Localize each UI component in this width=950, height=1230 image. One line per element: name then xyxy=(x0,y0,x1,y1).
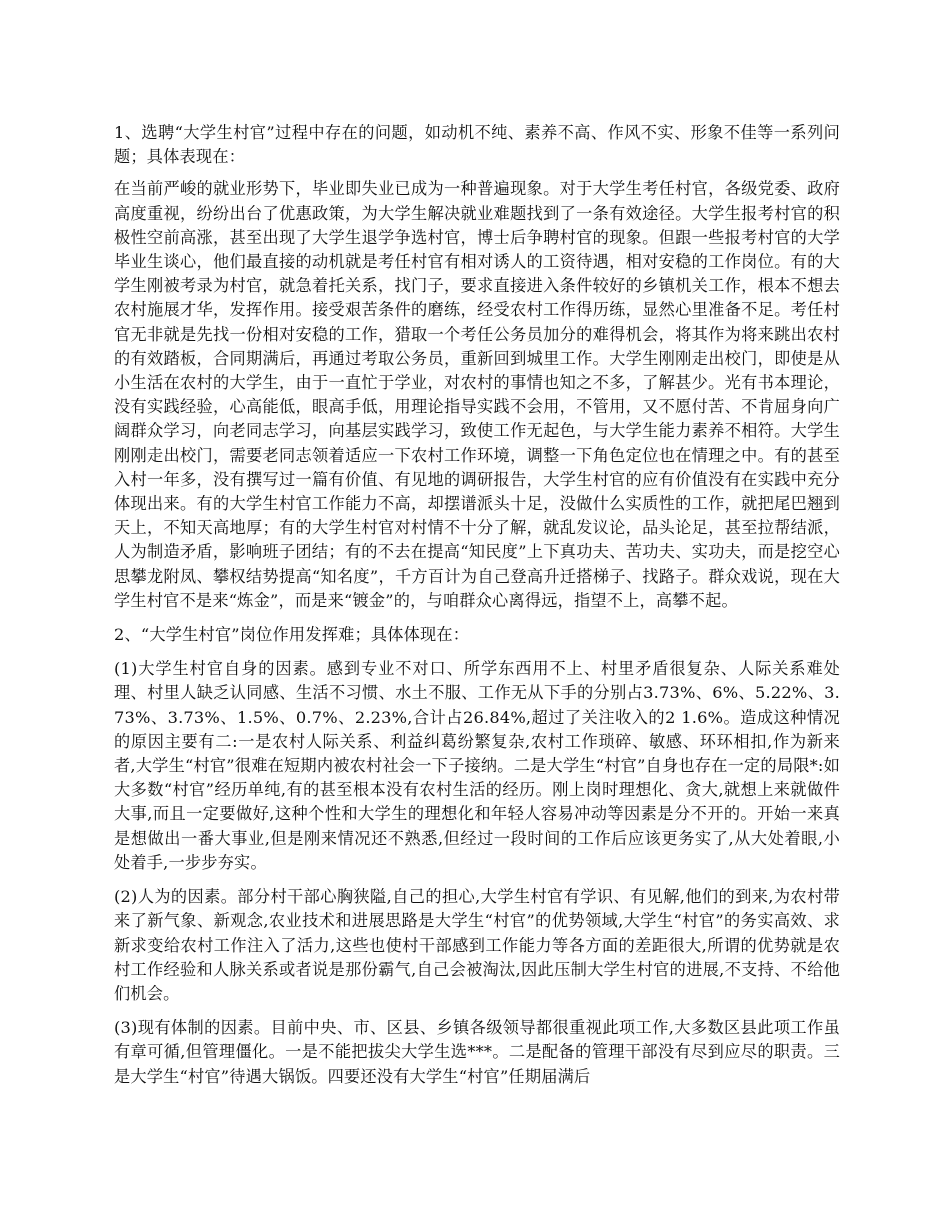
section-heading-1: 1、选聘“大学生村官”过程中存在的问题，如动机不纯、素养不高、作风不实、形象不佳等一系列问题；具体表现在： xyxy=(114,123,840,167)
body-paragraph-4: (3)现有体制的因素。目前中央、市、区县、乡镇各级领导都很重视此项工作,大多数区县此项工作虽有章可循,但管理僵化。一是不能把拔尖大学生选***。二是配备的管理干部没有尽到应尽的职责。三是大学生“村官”待遇大锅饭。四要还没有大学生“村官”任期届满后 xyxy=(114,1018,840,1086)
document-body xyxy=(114,121,840,1089)
body-paragraph-1: 在当前严峻的就业形势下，毕业即失业已成为一种普遍现象。对于大学生考任村官，各级党委、政府高度重视，纷纷出台了优惠政策，为大学生解决就业难题找到了一条有效途径。大学生报考村官的积极性空前高涨，甚至出现了大学生退学争选村官，博士后争聘村官的现象。但跟一些报考村官的大学毕业生谈心，他们最直接的动机就是考任村官有相对诱人的工资待遇，相对安稳的工作岗位。有的大学生刚被考录为村官，就急着托关系，找门子，要求直接进入条件较好的乡镇机关工作，根本不想去农村施展才华，发挥作用。接受艰苦条件的磨练，经受农村工作得历练，显然心里准备不足。考任村官无非就是先找一份相对安稳的工作，猎取一个考任公务员加分的难得机会，将其作为将来跳出农村的有效踏板，合同期满后，再通过考取公务员，重新回到城里工作。大学生刚刚走出校门，即使是从小生活在农村的大学生，由于一直忙于学业，对农村的事情也知之不多，了解甚少。光有书本理论，没有实践经验，心高能低，眼高手低，用理论指导实践不会用，不管用，又不愿付苦、不肯屈身向广阔群众学习，向老同志学习，向基层实践学习，致使工作无起色，与大学生能力素养不相符。大学生刚刚走出校门，需要老同志领着适应一下农村工作环境，调整一下角色定位也在情理之中。有的甚至入村一年多，没有撰写过一篇有价值、有见地的调研报告，大学生村官的应有价值没有在实践中充分体现出来。有的大学生村官工作能力不高，却摆谱派头十足，没做什么实质性的工作，就把尾巴翘到天上，不知天高地厚；有的大学生村官对村情不十分了解，就乱发议论，品头论足，甚至拉帮结派，人为制造矛盾，影响班子团结；有的不去在提高“知民度”上下真功夫、苦功夫、实功夫，而是挖空心思攀龙附凤、攀权结势提高“知名度”，千方百计为自己登高升迁搭梯子、找路子。群众戏说，现在大学生村官不是来“炼金”，而是来“镀金”的，与咱群众心离得远，指望不上，高攀不起。 xyxy=(114,179,840,610)
section-heading-2: 2、“大学生村官”岗位作用发挥难；具体体现在： xyxy=(114,625,470,645)
body-paragraph-3: (2)人为的因素。部分村干部心胸狭隘,自己的担心,大学生村官有学识、有见解,他们的到来,为农村带来了新气象、新观念,农业技术和进展思路是大学生“村官”的优势领域,大学生“村官”的务实高效、求新求变给农村工作注入了活力,这些也使村干部感到工作能力等各方面的差距很大,所谓的优势就是农村工作经验和人脉关系或者说是那份霸气,自己会被淘汰,因此压制大学生村官的进展,不支持、不给他们机会。 xyxy=(114,887,840,1003)
body-paragraph-2: (1)大学生村官自身的因素。感到专业不对口、所学东西用不上、村里矛盾很复杂、人际关系难处理、村里人缺乏认同感、生活不习惯、水土不服、工作无从下手的分别占3.73%、6%、5.22%、3.73%、3.73%、1.5%、0.7%、2.23%,合计占26.84%,超过了关注收入的2 1.6%。造成这种情况的原因主要有二:一是农村人际关系、利益纠葛纷繁复杂,农村工作琐碎、敏感、环环相扣,作为新来者,大学生“村官”很难在短期内被农村社会一下子接纳。二是大学生“村官”自身也存在一定的局限*:如大多数“村官”经历单纯,有的甚至根本没有农村生活的经历。刚上岗时理想化、贪大,就想上来就做件大事,而且一定要做好,这种个性和大学生的理想化和年轻人容易冲动等因素是分不开的。开始一来真是想做出一番大事业,但是刚来情况还不熟悉,但经过一段时间的工作后应该更务实了,从大处着眼,小处着手,一步步夯实。 xyxy=(114,659,840,872)
